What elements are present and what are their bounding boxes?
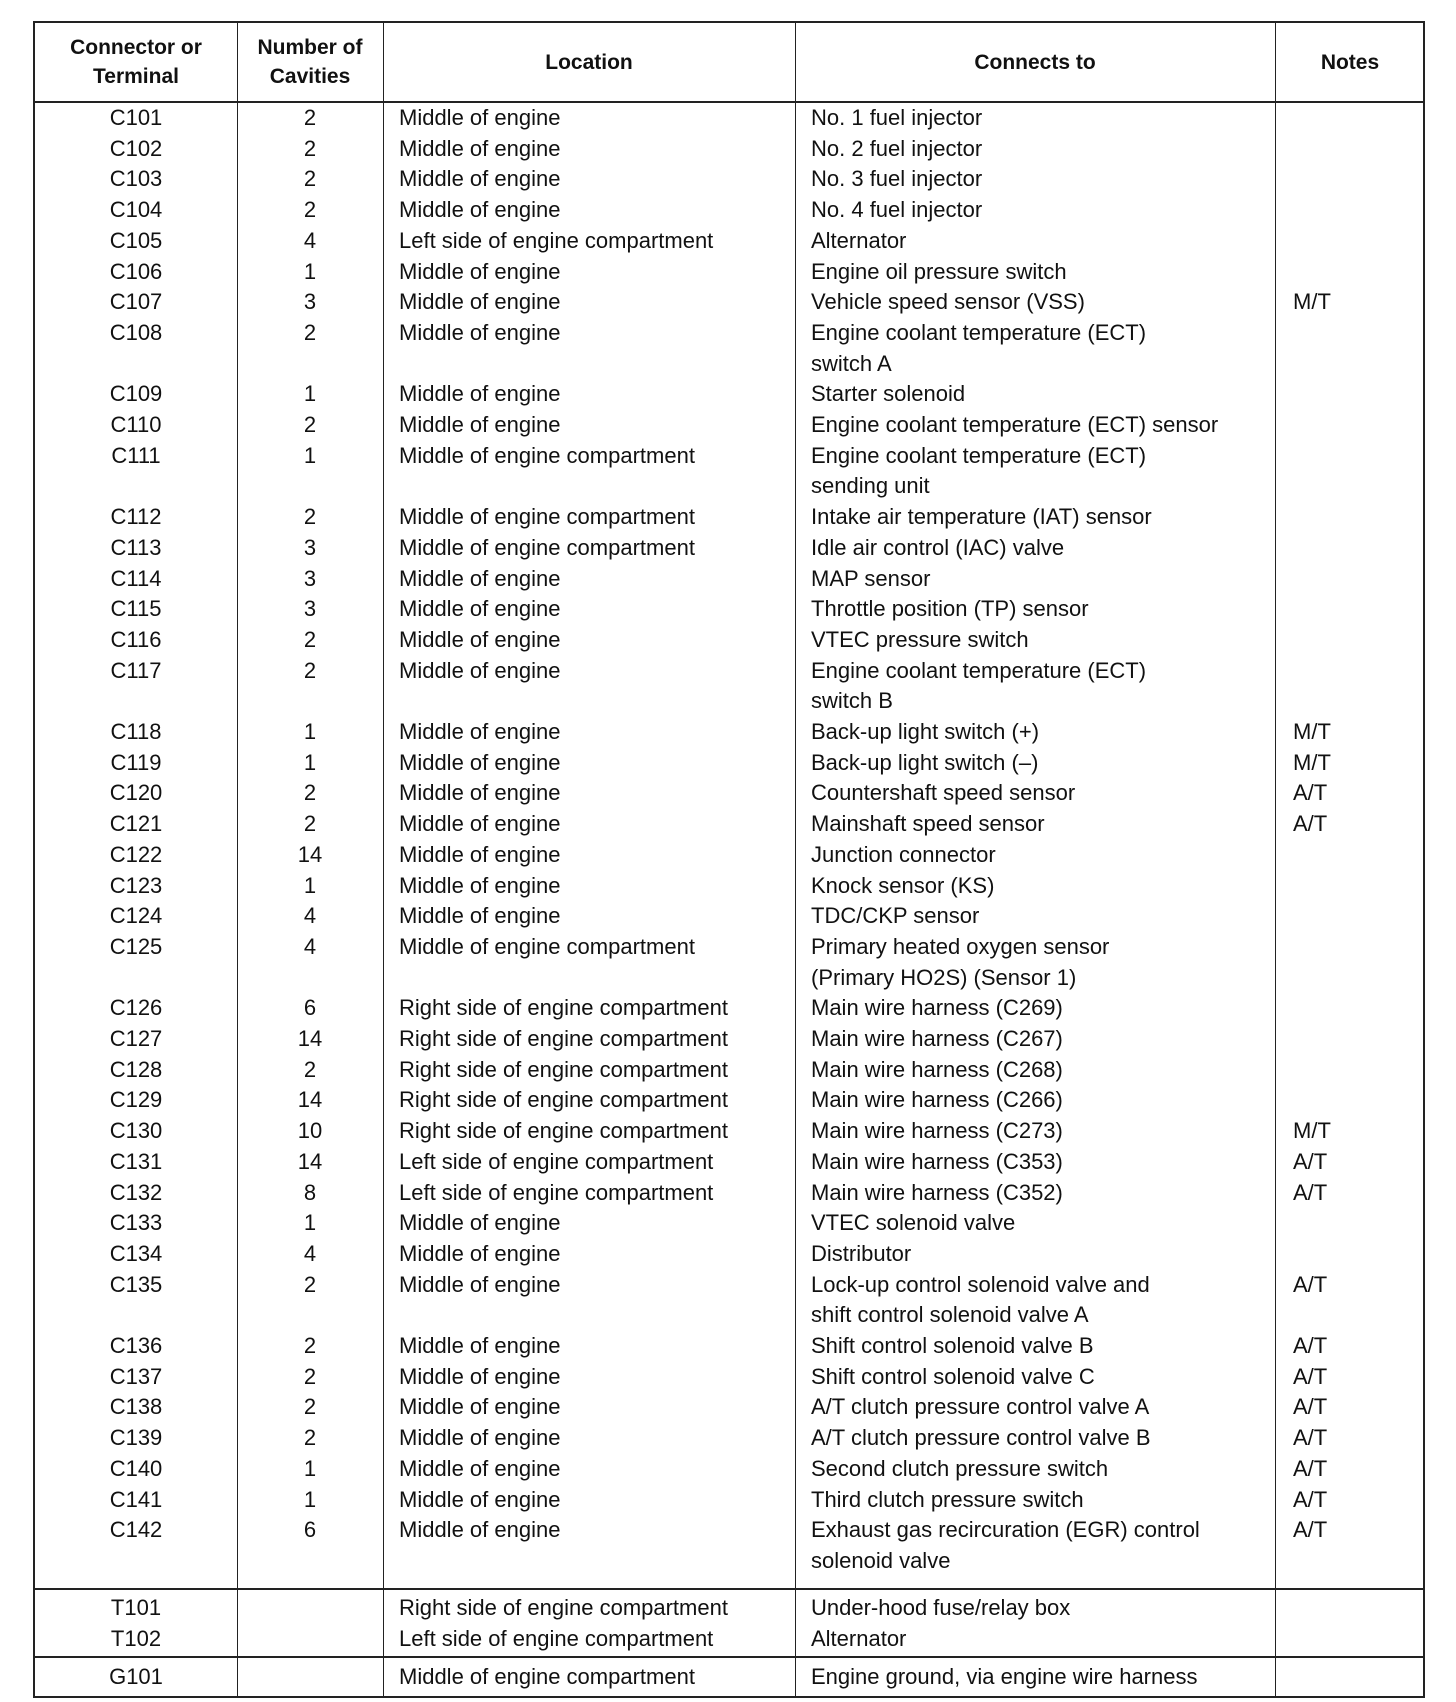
cavity-count: 2 xyxy=(303,1333,317,1358)
connects-to-cell: Main wire harness (C267) xyxy=(811,1026,1063,1051)
cavity-count: 2 xyxy=(303,1056,317,1082)
cavity-count: 1 xyxy=(303,258,317,284)
location-cell: Middle of engine compartment xyxy=(399,933,695,959)
location-cell: Middle of engine xyxy=(399,903,561,929)
cavity-count: 6 xyxy=(303,1517,317,1543)
connects-to-cell: Alternator xyxy=(811,227,907,253)
connector-id: C123 xyxy=(109,872,163,898)
cavity-count: 1 xyxy=(303,442,317,468)
location-cell: Middle of engine xyxy=(399,719,561,744)
cavity-count: 10 xyxy=(297,1118,323,1144)
table-row xyxy=(35,625,1425,656)
cavity-count: 1 xyxy=(303,381,317,407)
table-row xyxy=(35,134,1425,165)
table-row xyxy=(35,502,1425,533)
connector-id: C101 xyxy=(109,105,163,130)
table-row xyxy=(35,318,1425,349)
notes-cell: A/T xyxy=(1293,1363,1328,1389)
connector-id: C135 xyxy=(109,1271,163,1297)
connector-id: C116 xyxy=(110,626,162,652)
notes-cell: A/T xyxy=(1293,1394,1328,1420)
connector-id: C124 xyxy=(109,903,163,929)
location-cell: Middle of engine xyxy=(399,1425,561,1451)
table-row xyxy=(35,748,1425,779)
connects-to-cell: Exhaust gas recircuration (EGR) control xyxy=(811,1517,1200,1543)
location-cell: Middle of engine compartment xyxy=(399,442,695,468)
table-row xyxy=(35,1331,1425,1362)
connector-id: C136 xyxy=(109,1333,163,1358)
cavity-count: 14 xyxy=(297,1026,323,1051)
location-cell: Middle of engine xyxy=(399,596,561,622)
location-cell: Right side of engine compartment xyxy=(399,1056,728,1082)
location-cell: Middle of engine xyxy=(399,841,561,867)
location-cell: Middle of engine compartment xyxy=(399,534,695,560)
connector-id: C131 xyxy=(109,1148,163,1174)
location-cell: Middle of engine compartment xyxy=(399,504,695,530)
location-cell: Middle of engine xyxy=(399,1210,561,1236)
connects-to-cell: Main wire harness (C352) xyxy=(811,1179,1063,1205)
location-cell: Middle of engine xyxy=(399,626,561,652)
table-row xyxy=(35,379,1425,410)
location-cell: Middle of engine xyxy=(399,105,561,130)
table-row xyxy=(35,871,1425,902)
cavity-count: 2 xyxy=(303,166,317,192)
connects-to-cell: Engine ground, via engine wire harness xyxy=(811,1664,1198,1689)
header-location: Location xyxy=(545,50,633,74)
location-cell: Left side of engine compartment xyxy=(399,1179,714,1205)
location-cell: Middle of engine xyxy=(399,1517,561,1543)
table-row xyxy=(35,1593,1425,1624)
connector-id: C121 xyxy=(109,811,163,837)
connects-to-cell: Starter solenoid xyxy=(811,381,966,407)
connector-id: C105 xyxy=(109,227,163,253)
table-row xyxy=(35,1055,1425,1086)
table-row xyxy=(35,778,1425,809)
connects-to-cell: Throttle position (TP) sensor xyxy=(811,596,1089,622)
connector-id: C108 xyxy=(109,319,163,345)
table-row xyxy=(35,1662,1425,1693)
location-cell: Middle of engine xyxy=(399,1363,561,1389)
connector-id: C129 xyxy=(109,1087,163,1113)
cavity-count: 14 xyxy=(297,841,323,867)
table-row xyxy=(35,1392,1425,1423)
connects-to-cell: Engine coolant temperature (ECT) xyxy=(811,442,1147,468)
connects-to-cell: Idle air control (IAC) valve xyxy=(811,534,1065,560)
connects-to-cell: Second clutch pressure switch xyxy=(811,1455,1109,1481)
connects-to-cell: Engine coolant temperature (ECT) sensor xyxy=(811,412,1219,437)
table-row xyxy=(35,1454,1425,1485)
connector-id: C138 xyxy=(109,1394,163,1420)
location-cell: Middle of engine xyxy=(399,289,561,315)
table-row xyxy=(35,656,1425,687)
cavity-count: 1 xyxy=(303,1486,317,1512)
location-cell: Middle of engine xyxy=(399,1240,561,1266)
connects-to-continuation: shift control solenoid valve A xyxy=(811,1302,1089,1328)
connector-id: C102 xyxy=(109,135,163,161)
location-cell: Right side of engine compartment xyxy=(399,995,728,1021)
connects-to-continuation: (Primary HO2S) (Sensor 1) xyxy=(811,964,1077,990)
cavity-count: 2 xyxy=(303,1271,317,1297)
notes-cell: A/T xyxy=(1293,780,1328,806)
connects-to-cell: Shift control solenoid valve B xyxy=(811,1333,1094,1358)
table-row xyxy=(35,195,1425,226)
notes-cell: M/T xyxy=(1293,749,1331,775)
notes-cell: A/T xyxy=(1293,1271,1328,1297)
connector-id: C118 xyxy=(110,719,162,744)
cavity-count: 2 xyxy=(303,1425,317,1451)
connector-id: C127 xyxy=(109,1026,163,1051)
table-row xyxy=(35,1624,1425,1655)
connector-id: C109 xyxy=(109,381,163,407)
connects-to-cell: No. 4 fuel injector xyxy=(811,197,983,223)
header-connector: Connector or Terminal xyxy=(70,36,202,88)
table-row xyxy=(35,287,1425,318)
connects-to-cell: Main wire harness (C269) xyxy=(811,995,1063,1021)
cavity-count: 2 xyxy=(303,1394,317,1420)
connector-id: C106 xyxy=(109,258,163,284)
table-row xyxy=(35,1515,1425,1546)
header-connects-to: Connects to xyxy=(974,50,1096,74)
cavity-count: 14 xyxy=(297,1148,323,1174)
notes-cell: A/T xyxy=(1293,1425,1328,1451)
table-row xyxy=(35,1178,1425,1209)
connects-to-cell: Main wire harness (C273) xyxy=(811,1118,1063,1144)
connector-id: C113 xyxy=(110,534,162,560)
table-row xyxy=(35,717,1425,748)
location-cell: Middle of engine xyxy=(399,197,561,223)
connects-to-cell: Primary heated oxygen sensor xyxy=(811,933,1110,959)
connects-to-cell: Main wire harness (C353) xyxy=(811,1148,1063,1174)
connector-id: C112 xyxy=(110,504,162,530)
cavity-count: 4 xyxy=(303,227,317,253)
cavity-count: 2 xyxy=(303,1363,317,1389)
location-cell: Middle of engine xyxy=(399,811,561,837)
notes-cell: A/T xyxy=(1293,1486,1328,1512)
location-cell: Middle of engine xyxy=(399,319,561,345)
table-row xyxy=(35,840,1425,871)
connector-id: T101 xyxy=(110,1595,162,1620)
connector-id: C119 xyxy=(110,749,162,775)
connects-to-cell: TDC/CKP sensor xyxy=(811,903,980,929)
connector-id: C117 xyxy=(110,657,162,683)
cavity-count: 1 xyxy=(303,1455,317,1481)
notes-cell: M/T xyxy=(1293,719,1331,744)
location-cell: Middle of engine xyxy=(399,258,561,284)
table-row xyxy=(35,1423,1425,1454)
location-cell: Middle of engine xyxy=(399,657,561,683)
connector-id: C133 xyxy=(109,1210,163,1236)
cavity-count: 1 xyxy=(303,749,317,775)
location-cell: Middle of engine xyxy=(399,1455,561,1481)
table-row xyxy=(35,533,1425,564)
table-row xyxy=(35,993,1425,1024)
cavity-count: 2 xyxy=(303,105,317,130)
connects-to-cell: Under-hood fuse/relay box xyxy=(811,1595,1071,1620)
notes-cell: A/T xyxy=(1293,1179,1328,1205)
connector-id: G101 xyxy=(109,1664,163,1689)
connects-to-cell: Back-up light switch (–) xyxy=(811,749,1039,775)
cavity-count: 2 xyxy=(303,626,317,652)
connects-to-cell: Intake air temperature (IAT) sensor xyxy=(811,504,1152,530)
table-row xyxy=(35,441,1425,472)
connector-id: C137 xyxy=(109,1363,163,1389)
location-cell: Middle of engine compartment xyxy=(399,1664,695,1689)
location-cell: Middle of engine xyxy=(399,381,561,407)
cavity-count: 2 xyxy=(303,811,317,837)
connector-id: C126 xyxy=(109,995,163,1021)
connects-to-cell: Engine coolant temperature (ECT) xyxy=(811,319,1147,345)
connector-id: C132 xyxy=(109,1179,163,1205)
table-row xyxy=(35,1085,1425,1116)
connects-to-cell: Distributor xyxy=(811,1240,912,1266)
notes-cell: A/T xyxy=(1293,1148,1328,1174)
section-divider xyxy=(35,1588,1423,1590)
connector-id: C104 xyxy=(109,197,163,223)
cavity-count: 3 xyxy=(303,596,317,622)
connector-id: C122 xyxy=(109,841,163,867)
cavity-count: 2 xyxy=(303,504,317,530)
connects-to-cell: No. 3 fuel injector xyxy=(811,166,983,192)
location-cell: Right side of engine compartment xyxy=(399,1087,728,1113)
table-row xyxy=(35,1362,1425,1393)
connector-id: C115 xyxy=(110,596,162,622)
connects-to-cell: Main wire harness (C266) xyxy=(811,1087,1063,1113)
cavity-count: 4 xyxy=(303,933,317,959)
connects-to-cell: Knock sensor (KS) xyxy=(811,872,995,898)
location-cell: Middle of engine xyxy=(399,565,561,591)
cavity-count: 2 xyxy=(303,319,317,345)
cavity-count: 1 xyxy=(303,719,317,744)
cavity-count: 3 xyxy=(303,565,317,591)
connector-id: C140 xyxy=(109,1455,163,1481)
connects-to-continuation: switch B xyxy=(811,688,893,714)
connects-to-cell: Back-up light switch (+) xyxy=(811,719,1040,744)
cavity-count: 1 xyxy=(303,872,317,898)
table-row xyxy=(35,1024,1425,1055)
location-cell: Middle of engine xyxy=(399,412,561,437)
table-row xyxy=(35,594,1425,625)
connects-to-continuation: switch A xyxy=(811,350,892,376)
connects-to-cell: Junction connector xyxy=(811,841,996,867)
connector-id: C103 xyxy=(109,166,163,192)
location-cell: Middle of engine xyxy=(399,1486,561,1512)
connector-id: C141 xyxy=(109,1486,163,1512)
table-row xyxy=(35,257,1425,288)
connects-to-cell: Vehicle speed sensor (VSS) xyxy=(811,289,1085,315)
connector-id: C107 xyxy=(109,289,163,315)
table-row xyxy=(35,1116,1425,1147)
connects-to-cell: Engine oil pressure switch xyxy=(811,258,1067,284)
cavity-count: 3 xyxy=(303,289,317,315)
notes-cell: M/T xyxy=(1293,1118,1331,1144)
connector-id: C114 xyxy=(110,565,162,591)
connector-id: C130 xyxy=(109,1118,163,1144)
cavity-count: 8 xyxy=(303,1179,317,1205)
connects-to-cell: Countershaft speed sensor xyxy=(811,780,1076,806)
table-row xyxy=(35,1147,1425,1178)
table-row xyxy=(35,1485,1425,1516)
table-row xyxy=(35,1239,1425,1270)
location-cell: Left side of engine compartment xyxy=(399,1625,714,1651)
location-cell: Middle of engine xyxy=(399,780,561,806)
cavity-count: 3 xyxy=(303,534,317,560)
location-cell: Middle of engine xyxy=(399,1333,561,1358)
connects-to-cell: No. 2 fuel injector xyxy=(811,135,983,161)
table-row xyxy=(35,103,1425,134)
location-cell: Right side of engine compartment xyxy=(399,1595,728,1620)
connects-to-cell: A/T clutch pressure control valve A xyxy=(811,1394,1150,1420)
cavity-count: 2 xyxy=(303,197,317,223)
location-cell: Right side of engine compartment xyxy=(399,1118,728,1144)
connector-id: C134 xyxy=(109,1240,163,1266)
connects-to-continuation: solenoid valve xyxy=(811,1547,951,1573)
notes-cell: A/T xyxy=(1293,1333,1328,1358)
location-cell: Right side of engine compartment xyxy=(399,1026,728,1051)
connects-to-cell: VTEC solenoid valve xyxy=(811,1210,1016,1236)
notes-cell: M/T xyxy=(1293,289,1331,315)
connector-id: C110 xyxy=(110,412,162,437)
table-row xyxy=(35,809,1425,840)
table-row xyxy=(35,564,1425,595)
connects-to-cell: Lock-up control solenoid valve and xyxy=(811,1271,1150,1297)
connector-id: C139 xyxy=(109,1425,163,1451)
connects-to-cell: Shift control solenoid valve C xyxy=(811,1363,1095,1389)
cavity-count: 2 xyxy=(303,412,317,437)
connects-to-cell: No. 1 fuel injector xyxy=(811,105,983,130)
connects-to-cell: Main wire harness (C268) xyxy=(811,1056,1063,1082)
header-cavities: Number of Cavities xyxy=(257,36,363,88)
location-cell: Middle of engine xyxy=(399,749,561,775)
table-row xyxy=(35,932,1425,963)
table-row xyxy=(35,164,1425,195)
cavity-count: 4 xyxy=(303,1240,317,1266)
connects-to-continuation: sending unit xyxy=(811,473,930,499)
table-row xyxy=(35,901,1425,932)
table-row xyxy=(35,1208,1425,1239)
cavity-count: 6 xyxy=(303,995,317,1021)
connects-to-cell: VTEC pressure switch xyxy=(811,626,1029,652)
connects-to-cell: Mainshaft speed sensor xyxy=(811,811,1045,837)
location-cell: Middle of engine xyxy=(399,1394,561,1420)
connects-to-cell: Engine coolant temperature (ECT) xyxy=(811,657,1147,683)
location-cell: Middle of engine xyxy=(399,1271,561,1297)
connector-id: C128 xyxy=(109,1056,163,1082)
notes-cell: A/T xyxy=(1293,1517,1328,1543)
connects-to-cell: Alternator xyxy=(811,1625,907,1651)
header-notes: Notes xyxy=(1320,50,1380,74)
connector-id: C125 xyxy=(109,933,163,959)
cavity-count: 2 xyxy=(303,780,317,806)
location-cell: Left side of engine compartment xyxy=(399,227,714,253)
location-cell: Middle of engine xyxy=(399,872,561,898)
connector-id: T102 xyxy=(110,1625,162,1651)
connector-id: C120 xyxy=(109,780,163,806)
notes-cell: A/T xyxy=(1293,811,1328,837)
connector-id: C142 xyxy=(109,1517,163,1543)
location-cell: Middle of engine xyxy=(399,166,561,192)
cavity-count: 4 xyxy=(303,903,317,929)
cavity-count: 14 xyxy=(297,1087,323,1113)
cavity-count: 1 xyxy=(303,1210,317,1236)
connector-table xyxy=(33,21,1425,1698)
connects-to-cell: MAP sensor xyxy=(811,565,931,591)
connects-to-cell: A/T clutch pressure control valve B xyxy=(811,1425,1151,1451)
cavity-count: 2 xyxy=(303,135,317,161)
cavity-count: 2 xyxy=(303,657,317,683)
table-row xyxy=(35,410,1425,441)
location-cell: Middle of engine xyxy=(399,135,561,161)
table-row xyxy=(35,226,1425,257)
section-divider xyxy=(35,1656,1423,1658)
location-cell: Left side of engine compartment xyxy=(399,1148,714,1174)
connects-to-cell: Third clutch pressure switch xyxy=(811,1486,1084,1512)
table-row xyxy=(35,1270,1425,1301)
connector-id: C111 xyxy=(111,442,161,468)
notes-cell: A/T xyxy=(1293,1455,1328,1481)
